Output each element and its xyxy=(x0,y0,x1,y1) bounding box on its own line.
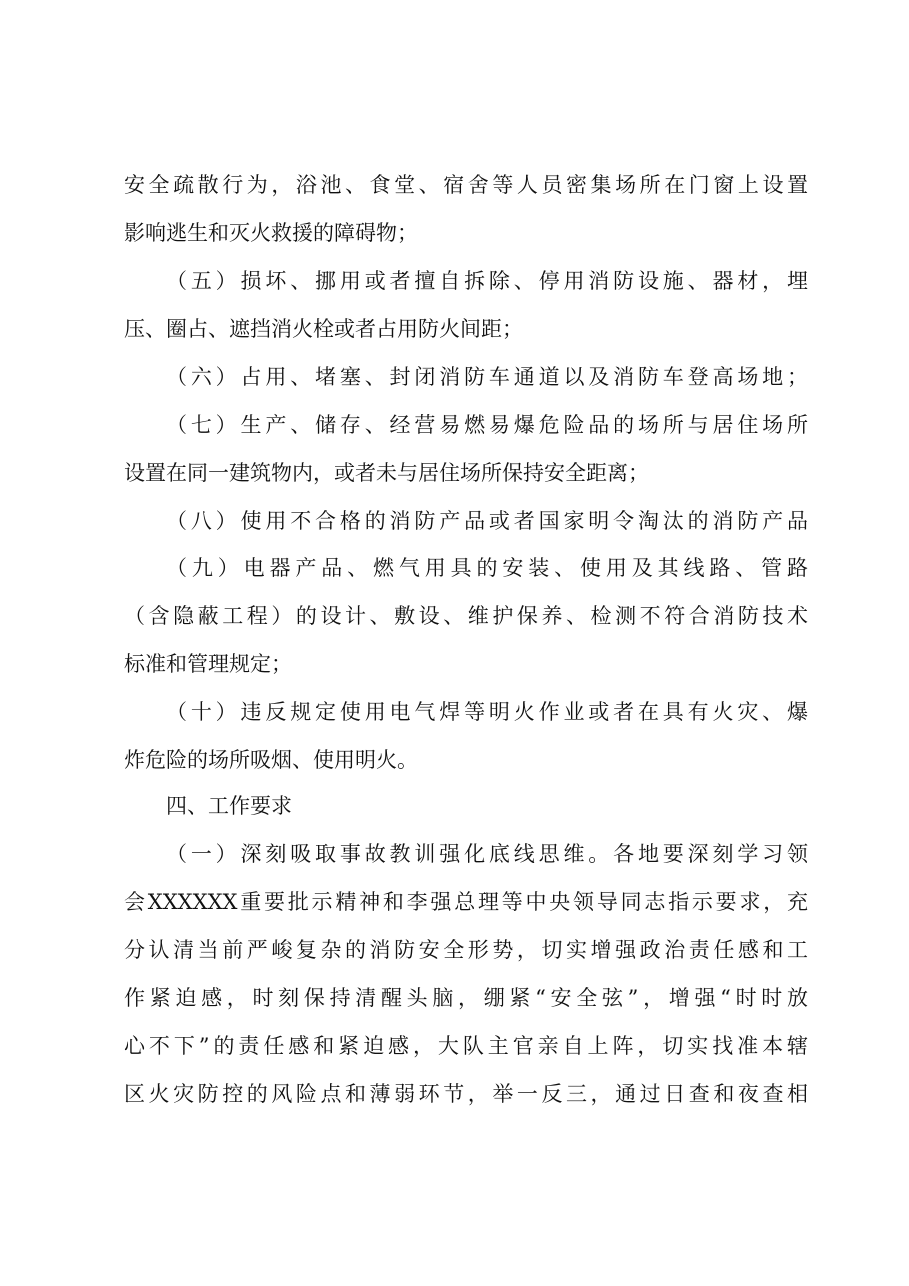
text-line: 心不下”的责任感和紧迫感，大队主官亲自上阵，切实找准本辖 xyxy=(124,1034,808,1058)
text-line: （含隐蔽工程）的设计、敷设、维护保养、检测不符合消防技术 xyxy=(124,604,808,628)
text-line: 分认清当前严峻复杂的消防安全形势，切实增强政治责任感和工 xyxy=(124,938,808,962)
list-item-line: （十）违反规定使用电气焊等明火作业或者在具有火灾、爆 xyxy=(166,700,808,724)
text-line: 设置在同一建筑物内，或者未与居住场所保持安全距离； xyxy=(124,461,649,485)
text-line: 安全疏散行为，浴池、食堂、宿舍等人员密集场所在门窗上设置 xyxy=(124,173,808,197)
section-heading: 四、工作要求 xyxy=(166,794,292,818)
list-item-line: （九）电器产品、燃气用具的安装、使用及其线路、管路 xyxy=(166,556,808,580)
text-line: 作紧迫感，时刻保持清醒头脑，绷紧“安全弦”，增强“时时放 xyxy=(124,986,808,1010)
list-item-line: （五）损坏、挪用或者擅自拆除、停用消防设施、器材，埋 xyxy=(166,269,808,293)
text-line: 区火灾防控的风险点和薄弱环节，举一反三，通过日查和夜查相 xyxy=(124,1082,808,1106)
text-line: 压、圈占、遮挡消火栓或者占用防火间距； xyxy=(124,317,523,341)
text-line: 会XXXXXX重要批示精神和李强总理等中央领导同志指示要求，充 xyxy=(124,890,808,914)
list-item-line: （八）使用不合格的消防产品或者国家明令淘汰的消防产品 xyxy=(166,509,808,533)
paragraph-line: （一）深刻吸取事故教训强化底线思维。各地要深刻学习领 xyxy=(166,842,808,866)
text-line: 影响逃生和灭火救援的障碍物； xyxy=(124,221,418,245)
list-item-line: （六）占用、堵塞、封闭消防车通道以及消防车登高场地； xyxy=(166,365,808,389)
list-item-line: （七）生产、储存、经营易燃易爆危险品的场所与居住场所 xyxy=(166,413,808,437)
text-line: 炸危险的场所吸烟、使用明火。 xyxy=(124,748,418,772)
text-line: 标准和管理规定； xyxy=(124,652,292,676)
